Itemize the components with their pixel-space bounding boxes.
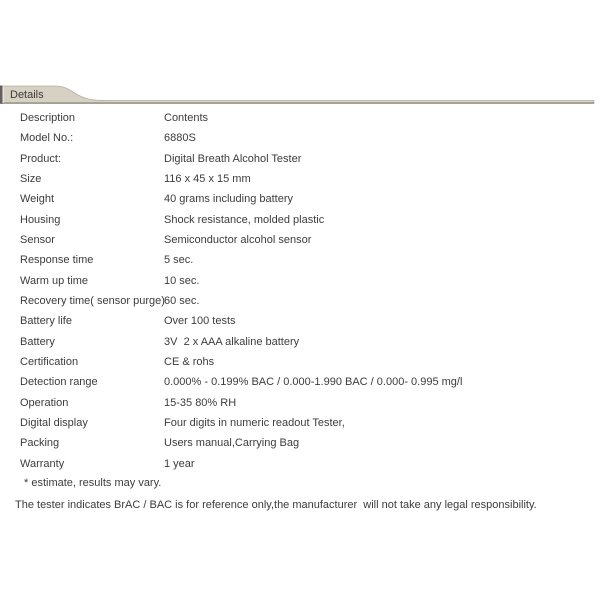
table-row — [0, 128, 600, 148]
row-label: Housing — [20, 213, 61, 226]
row-label: Sensor — [20, 234, 55, 247]
table-row — [0, 230, 600, 250]
table-row — [0, 433, 600, 453]
table-row — [0, 271, 600, 291]
row-value: 1 year — [164, 457, 195, 470]
table-row — [0, 393, 600, 413]
details-tab-strip — [0, 85, 600, 107]
row-label: Recovery time( sensor purge) — [20, 295, 165, 308]
row-value: Shock resistance, molded plastic — [164, 213, 325, 226]
row-label: Battery — [20, 335, 55, 348]
row-value: Over 100 tests — [164, 315, 236, 328]
table-row — [0, 454, 600, 474]
row-label: Product: — [20, 152, 61, 165]
row-label: Size — [20, 173, 42, 186]
row-value: 40 grams including battery — [164, 193, 294, 206]
table-row — [0, 149, 600, 169]
table-row — [0, 352, 600, 372]
row-value: 116 x 45 x 15 mm — [164, 173, 251, 186]
row-label: Weight — [20, 193, 55, 206]
table-row — [0, 311, 600, 331]
disclaimer-note: The tester indicates BrAC / BAC is for reference only,the manufacturer will not take any legal responsibility. — [15, 499, 537, 511]
header-value: Contents — [164, 112, 209, 125]
row-value: Digital Breath Alcohol Tester — [164, 152, 302, 165]
row-value: 0.000% - 0.199% BAC / 0.000-1.990 BAC / 0.000- 0.995 mg/l — [164, 376, 463, 389]
row-value: 15-35 80% RH — [164, 396, 237, 409]
row-value: 60 sec. — [164, 295, 200, 308]
tab-left-bar — [0, 86, 3, 104]
row-label: Packing — [20, 437, 60, 450]
details-table — [0, 108, 600, 474]
row-value: 6880S — [164, 132, 196, 145]
row-label: Detection range — [20, 376, 98, 389]
row-label: Response time — [20, 254, 94, 267]
tab-background — [0, 86, 594, 104]
row-label: Warranty — [20, 457, 65, 470]
row-label: Warm up time — [20, 274, 89, 287]
row-value: 10 sec. — [164, 274, 200, 287]
row-label: Model No.: — [20, 132, 74, 145]
table-row — [0, 332, 600, 352]
table-row — [0, 413, 600, 433]
row-label: Digital display — [20, 417, 88, 430]
estimate-note: * estimate, results may vary. — [24, 477, 162, 489]
row-value: Semiconductor alcohol sensor — [164, 234, 312, 247]
tab-shape — [0, 85, 600, 107]
row-label: Battery life — [20, 315, 72, 328]
row-value: Users manual,Carrying Bag — [164, 437, 300, 450]
table-row — [0, 291, 600, 311]
row-label: Operation — [20, 396, 69, 409]
row-value: Four digits in numeric readout Tester, — [164, 417, 345, 430]
table-row — [0, 372, 600, 392]
table-row — [0, 189, 600, 209]
table-header-row — [0, 108, 600, 128]
header-label: Description — [20, 112, 76, 125]
tab-left-highlight — [3, 86, 4, 103]
row-value: 5 sec. — [164, 254, 194, 267]
tab-details[interactable]: Details — [10, 89, 44, 101]
row-value: 3V 2 x AAA alkaline battery — [164, 335, 300, 348]
table-row — [0, 250, 600, 270]
table-row — [0, 210, 600, 230]
table-row — [0, 169, 600, 189]
row-label: Certification — [20, 356, 79, 369]
row-value: CE & rohs — [164, 356, 215, 369]
